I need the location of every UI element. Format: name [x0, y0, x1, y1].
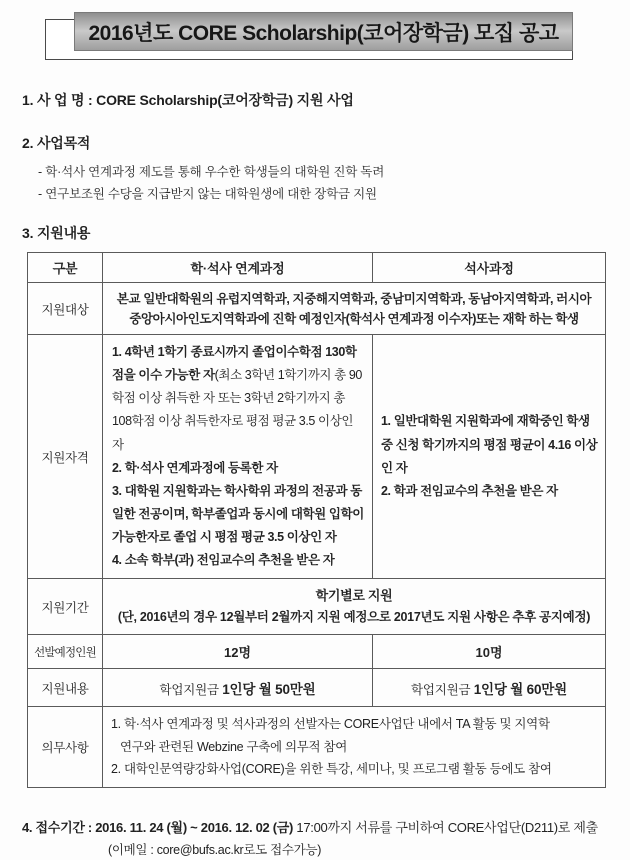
support-details-table	[27, 252, 606, 788]
row-label-quota: 선발예정인원	[28, 635, 103, 669]
title-banner	[45, 12, 580, 64]
duty-value	[103, 707, 606, 788]
table-row-support	[28, 669, 606, 707]
support-linked-value	[103, 669, 373, 707]
purpose-bullet-list	[38, 161, 610, 205]
table-row-target	[28, 283, 606, 335]
row-label-period: 지원기간	[28, 579, 103, 635]
eligibility-masters-cell	[373, 335, 606, 579]
quota-masters-value: 10명	[373, 635, 606, 669]
duty-line-1: 1. 학·석사 연계과정 및 석사과정의 선발자는 CORE사업단 내에서 TA 활동 및 지역학	[111, 717, 550, 732]
row-label-target: 지원대상	[28, 283, 103, 335]
eligibility-linked-item3: 3. 대학원 지원학과는 학사학위 과정의 전공과 동일한 전공이며, 학부졸업과 동시에 대학원 입학이 가능한자로 졸업 시 평점 평균 3.5 이상인 자	[112, 483, 364, 544]
eligibility-linked-item1-bold: 1. 4학년 1학기 종료시까지 졸업이수학점 130학점을 이수 가능한 자	[112, 345, 357, 383]
purpose-bullet-2: - 연구보조원 수당을 지급받지 않는 대학원생에 대한 장학금 지원	[38, 187, 377, 201]
col-header-linked-course: 학·석사 연계과정	[103, 253, 373, 283]
period-line-1: 학기별로 지원	[315, 588, 393, 604]
eligibility-linked-item2: 2. 학·석사 연계과정에 등록한 자	[112, 460, 278, 475]
support-linked-amount: 1인당 월 50만원	[222, 681, 316, 697]
section-1-heading: 1. 사 업 명 : CORE Scholarship(코어장학금) 지원 사업	[22, 92, 354, 108]
section-3-heading: 3. 지원내용	[22, 225, 91, 241]
application-dates: 2016. 11. 24 (월) ~ 2016. 12. 02 (금)	[95, 819, 294, 835]
col-header-masters-course: 석사과정	[373, 253, 606, 283]
col-header-category: 구분	[28, 253, 103, 283]
section-4-application-period	[22, 818, 610, 860]
page-title: 2016년도 CORE Scholarship(코어장학금) 모집 공고	[74, 12, 573, 51]
application-instructions: 17:00까지 서류를 구비하여 CORE사업단(D211)로 제출	[293, 819, 598, 835]
table-row-duty	[28, 707, 606, 788]
support-linked-prefix: 학업지원금	[159, 682, 223, 697]
quota-linked-value: 12명	[103, 635, 373, 669]
support-masters-prefix: 학업지원금	[411, 682, 474, 697]
section-4-heading: 4. 접수기간 :	[22, 819, 96, 835]
purpose-bullet-1: - 학·석사 연계과정 제도를 통해 우수한 학생들의 대학원 진학 독려	[38, 165, 385, 179]
table-header-row	[28, 253, 606, 283]
period-line-2: (단, 2016년의 경우 12월부터 2월까지 지원 예정으로 2017년도 지원 사항은 추후 공지예정)	[117, 610, 591, 625]
row-label-support: 지원내용	[28, 669, 103, 707]
application-email-note: (이메일 : core@bufs.ac.kr로도 접수가능)	[108, 842, 322, 857]
section-2-heading: 2. 사업목적	[22, 135, 91, 151]
eligibility-masters-item1: 1. 일반대학원 지원학과에 재학중인 학생 중 신청 학기까지의 평점 평균이 4.16 이상인 자	[381, 414, 598, 475]
support-masters-amount: 1인당 월 60만원	[473, 681, 567, 697]
eligibility-linked-cell	[103, 335, 373, 579]
eligibility-linked-item1-normal: (최소 3학년 1학기까지 총 90학점 이상 취득한 자 또는 3학년 2학기까지 총 108학점 이상 취득한자로 평점 평균 3.5 이상인 자	[112, 368, 362, 452]
duty-line-3: 2. 대학인문역량강화사업(CORE)을 위한 특강, 세미나, 및 프로그램 활동 등에도 참여	[111, 762, 552, 777]
eligibility-masters-item2: 2. 학과 전임교수의 추천을 받은 자	[381, 483, 558, 498]
duty-line-2: 연구와 관련된 Webzine 구축에 의무적 참여	[120, 739, 348, 754]
row-label-eligibility: 지원자격	[28, 335, 103, 579]
table-row-eligibility	[28, 335, 606, 579]
period-value	[103, 579, 606, 635]
target-value: 본교 일반대학원의 유럽지역학과, 지중해지역학과, 중남미지역학과, 동남아지역학과, 러시아중앙아시아인도지역학과에 진학 예정인자(학석사 연계과정 이수자)또는 재학 하는 학생	[103, 283, 606, 335]
eligibility-linked-item4: 4. 소속 학부(과) 전임교수의 추천을 받은 자	[112, 553, 335, 568]
support-masters-value	[373, 669, 606, 707]
table-row-period	[28, 579, 606, 635]
table-row-quota	[28, 635, 606, 669]
row-label-duty: 의무사항	[28, 707, 103, 788]
